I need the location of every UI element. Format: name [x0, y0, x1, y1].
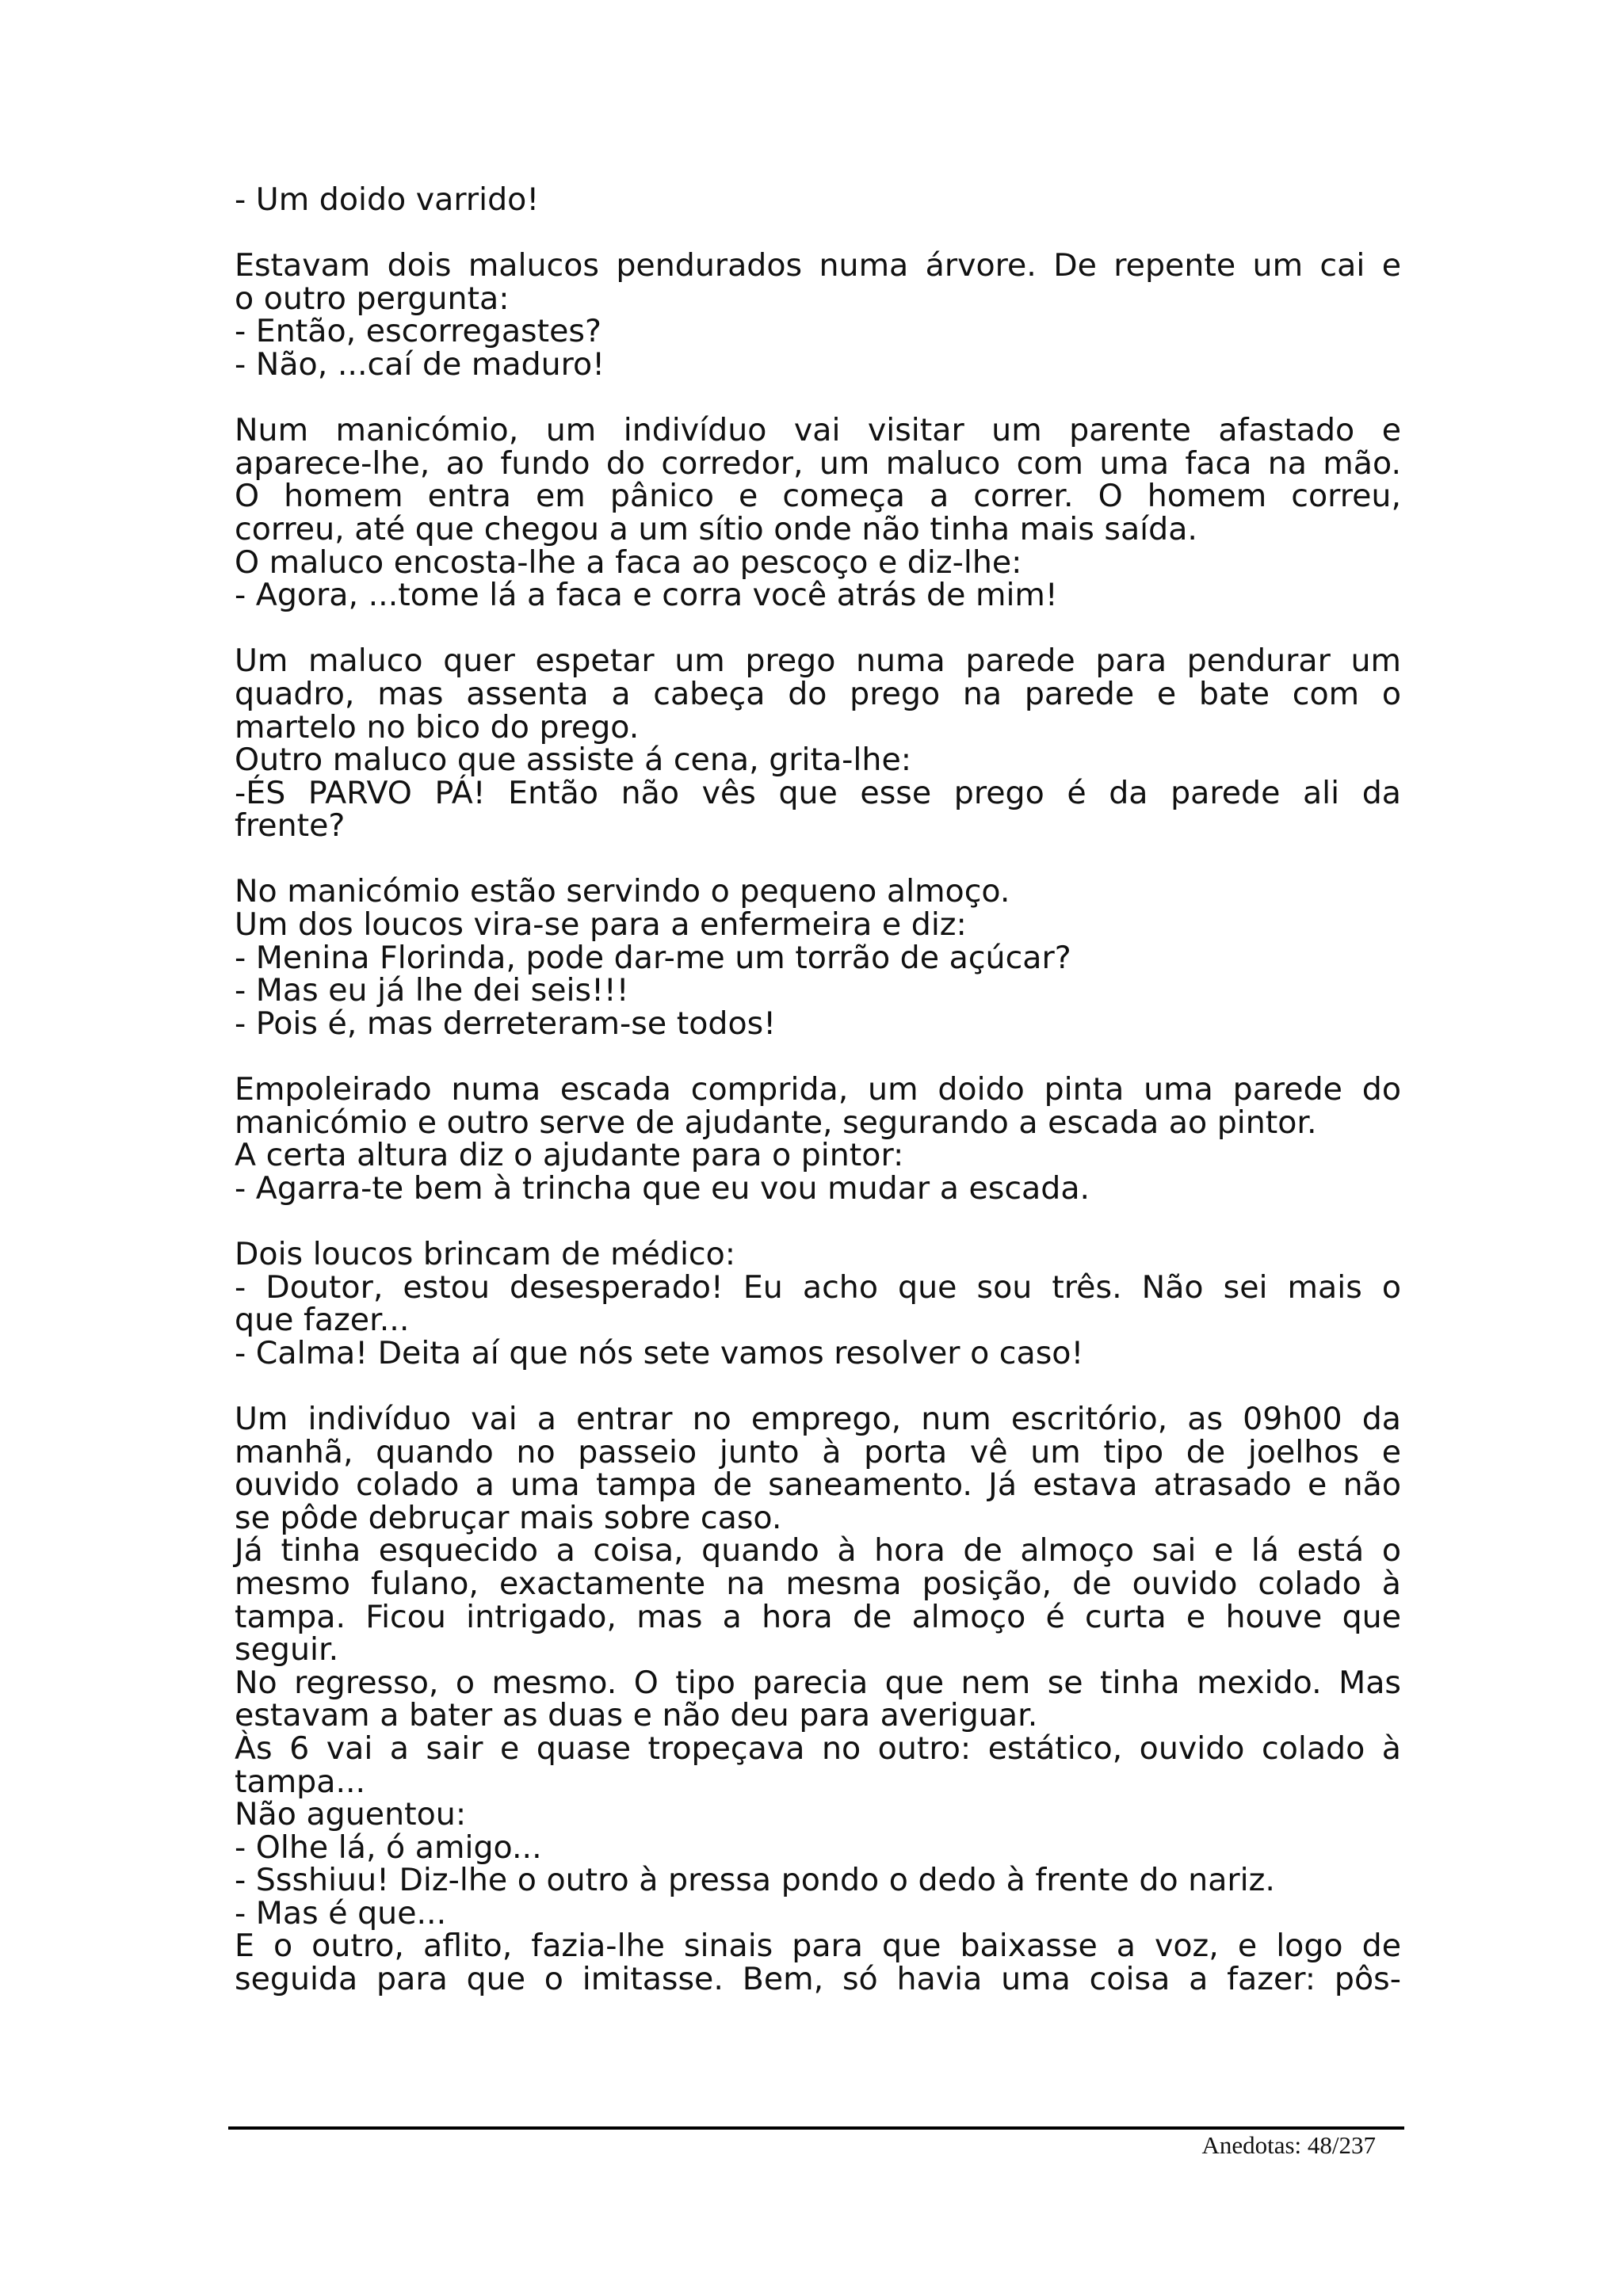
document-body	[235, 181, 1401, 2029]
text-line: - Não, ...caí de maduro!	[235, 345, 605, 383]
paragraph	[235, 247, 1401, 383]
text-line: - Calma! Deita aí que nós sete vamos resolver o caso!	[235, 1334, 1084, 1371]
text-line: quadro, mas assenta a cabeça do prego na parede e bate com o	[235, 675, 1401, 712]
text-line: - Pois é, mas derreteram-se todos!	[235, 1005, 777, 1042]
paragraph	[235, 1071, 1401, 1207]
paragraph	[235, 1238, 1401, 1370]
text-line: manhã, quando no passeio junto à porta vê um tipo de joelhos e	[235, 1433, 1401, 1470]
text-line: - Olhe lá, ó amigo...	[235, 1829, 542, 1866]
text-line: - Agarra-te bem à trincha que eu vou mudar a escada.	[235, 1169, 1090, 1207]
text-line: Não aguentou:	[235, 1796, 467, 1833]
text-line: -ÉS PARVO PÁ! Então não vês que esse prego é da parede ali da	[235, 774, 1401, 811]
text-line: - Agora, ...tome lá a faca e corra você atrás de mim!	[235, 577, 1058, 614]
text-line: Um dos loucos vira-se para a enfermeira e diz:	[235, 906, 967, 944]
text-line: martelo no bico do prego.	[235, 708, 640, 746]
text-line: que fazer...	[235, 1302, 410, 1339]
text-line: No regresso, o mesmo. O tipo parecia que nem se tinha mexido. Mas	[235, 1664, 1401, 1701]
text-line: No manicómio estão servindo o pequeno almoço.	[235, 873, 1010, 910]
text-line: seguida para que o imitasse. Bem, só havia uma coisa a fazer: pôs-	[235, 1961, 1401, 1998]
paragraph	[235, 645, 1401, 843]
paragraph	[235, 181, 1401, 218]
text-line: - Mas eu já lhe dei seis!!!	[235, 972, 629, 1009]
text-line: - Ssshiuu! Diz-lhe o outro à pressa pondo o dedo à frente do nariz.	[235, 1862, 1275, 1899]
text-line: - Doutor, estou desesperado! Eu acho que sou três. Não sei mais o	[235, 1268, 1401, 1306]
text-line: correu, até que chegou a um sítio onde não tinha mais saída.	[235, 510, 1197, 547]
paragraph	[235, 875, 1401, 1040]
paragraph	[235, 1400, 1401, 1998]
text-line: ouvido colado a uma tampa de saneamento. Já estava atrasado e não	[235, 1466, 1401, 1504]
paragraph	[235, 414, 1401, 612]
text-line: Um maluco quer espetar um prego numa parede para pendurar um	[235, 643, 1401, 680]
footer-rule	[228, 2126, 1404, 2130]
text-line: Já tinha esquecido a coisa, quando à hora de almoço sai e lá está o	[235, 1532, 1401, 1569]
text-line: Estavam dois malucos pendurados numa árvore. De repente um cai e	[235, 247, 1401, 284]
text-line: Um indivíduo vai a entrar no emprego, num escritório, as 09h00 da	[235, 1400, 1401, 1437]
text-line: - Um doido varrido!	[235, 181, 540, 218]
text-line: o outro pergunta:	[235, 280, 510, 317]
text-line: Às 6 vai a sair e quase tropeçava no outro: estático, ouvido colado à	[235, 1730, 1401, 1767]
text-line: - Então, escorregastes?	[235, 313, 601, 350]
text-line: Dois loucos brincam de médico:	[235, 1236, 736, 1272]
text-line: O homem entra em pânico e começa a correr. O homem correu,	[235, 478, 1401, 515]
text-line: manicómio e outro serve de ajudante, segurando a escada ao pintor.	[235, 1104, 1317, 1141]
text-line: frente?	[235, 807, 346, 845]
text-line: aparece-lhe, ao fundo do corredor, um maluco com uma faca na mão.	[235, 444, 1401, 482]
text-line: E o outro, aflito, fazia-lhe sinais para que baixasse a voz, e logo de	[235, 1928, 1401, 1965]
text-line: se pôde debruçar mais sobre caso.	[235, 1499, 782, 1536]
text-line: O maluco encosta-lhe a faca ao pescoço e diz-lhe:	[235, 543, 1022, 581]
text-line: tampa...	[235, 1763, 366, 1800]
text-line: Outro maluco que assiste á cena, grita-lhe:	[235, 742, 912, 779]
text-line: Empoleirado numa escada comprida, um doido pinta uma parede do	[235, 1071, 1401, 1108]
text-line: mesmo fulano, exactamente na mesma posição, de ouvido colado à	[235, 1565, 1401, 1602]
text-line: - Mas é que...	[235, 1894, 447, 1932]
text-line: estavam a bater as duas e não deu para averiguar.	[235, 1697, 1038, 1734]
text-line: tampa. Ficou intrigado, mas a hora de almoço é curta e houve que	[235, 1598, 1401, 1635]
page-footer: Anedotas: 48/237	[1201, 2131, 1376, 2159]
text-line: Num manicómio, um indivíduo vai visitar um parente afastado e	[235, 412, 1401, 449]
text-line: seguir.	[235, 1631, 339, 1669]
text-line: A certa altura diz o ajudante para o pintor:	[235, 1137, 904, 1174]
text-line: - Menina Florinda, pode dar-me um torrão de açúcar?	[235, 939, 1071, 976]
